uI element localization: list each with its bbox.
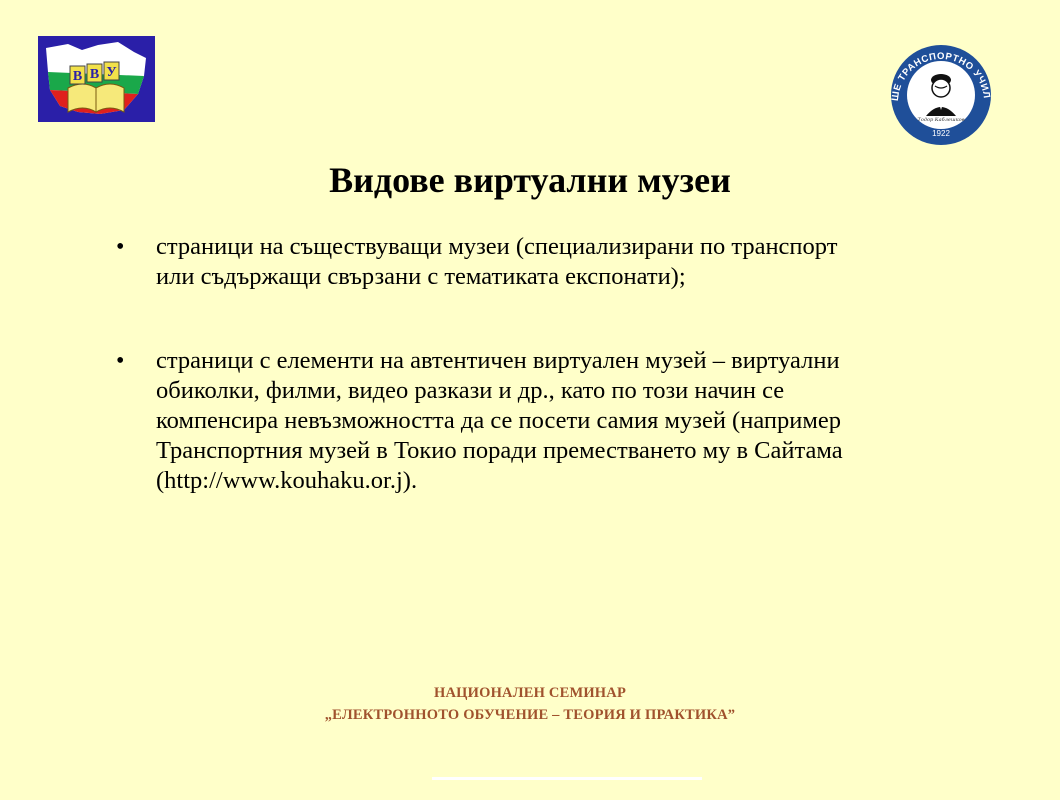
footer-line-2: „ЕЛЕКТРОННОТО ОБУЧЕНИЕ – ТЕОРИЯ И ПРАКТИКА” <box>324 707 736 723</box>
bullet-item <box>110 346 1010 496</box>
bullet-dot-icon: • <box>116 348 125 374</box>
vvu-logo-letter-2: В <box>89 67 100 82</box>
vvu-logo-letter-3: У <box>106 65 117 80</box>
footer-divider <box>432 777 702 780</box>
bullet-line: страници на съществуващи музеи (специализирани по транспорт <box>156 233 838 260</box>
vvu-logo-letter-1: В <box>72 69 83 84</box>
vvu-logo <box>38 36 155 122</box>
vvu-book-map-icon <box>38 36 155 122</box>
slide-title: Видове виртуални музеи <box>329 160 731 200</box>
vtu-seal-year: 1922 <box>932 129 950 138</box>
bullet-line: Транспортния музей в Токио поради преместването му в Сайтама <box>156 437 843 464</box>
bullet-line: компенсира невъзможността да се посети самия музей (например <box>156 407 841 434</box>
bullet-item <box>110 232 1010 292</box>
vtu-seal-signature: Тодор Каблешков <box>917 117 965 123</box>
bullet-line: (http://www.kouhaku.or.j). <box>156 467 418 494</box>
bullet-line: или съдържащи свързани с тематиката експонати); <box>156 263 686 290</box>
bullet-line: обиколки, филми, видео разкази и др., като по този начин се <box>156 377 785 404</box>
vtu-portrait-seal-icon <box>884 44 998 146</box>
bullet-list <box>110 232 1010 550</box>
bullet-dot-icon: • <box>116 234 125 260</box>
vtu-seal-logo <box>884 44 998 146</box>
bullet-line: страници с елементи на автентичен виртуален музей – виртуални <box>156 347 840 374</box>
footer-line-1: НАЦИОНАЛЕН СЕМИНАР <box>433 685 627 701</box>
vtu-seal-ring-text: ШЕ ТРАНСПОРТНО УЧИЛ <box>889 50 992 102</box>
footer <box>0 682 1060 726</box>
